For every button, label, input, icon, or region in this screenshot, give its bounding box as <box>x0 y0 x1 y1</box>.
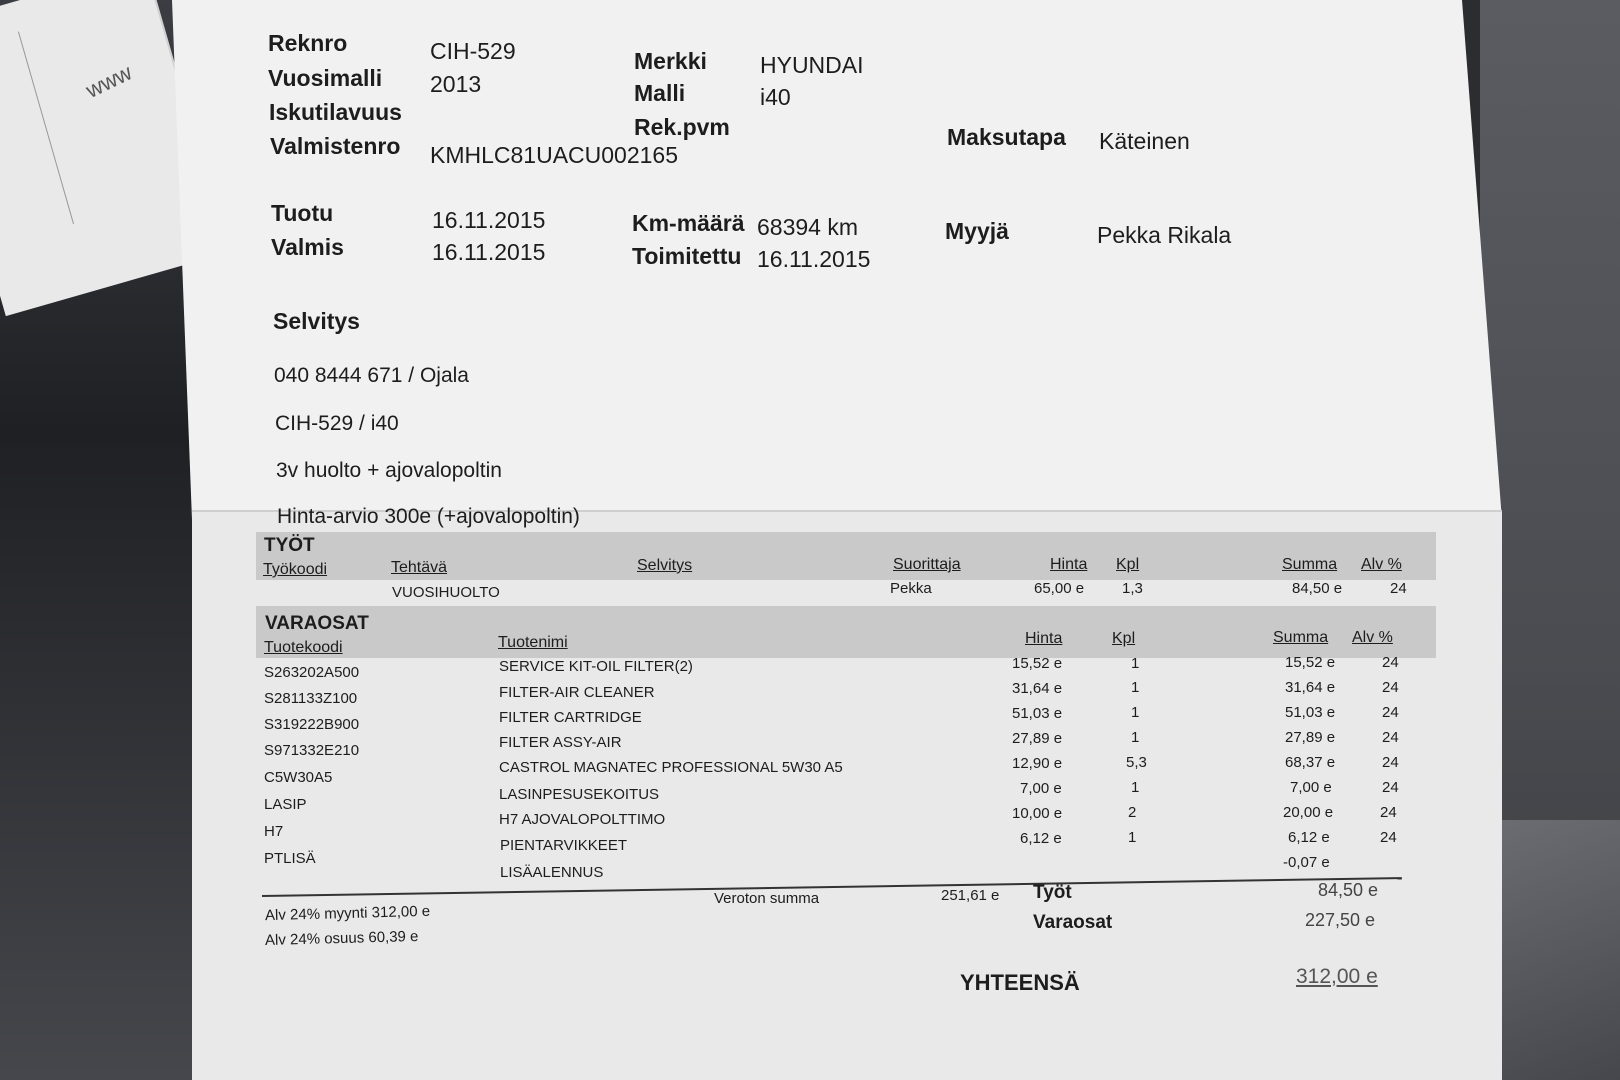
varaosat-row-hinta: 6,12 e <box>1020 830 1062 847</box>
merkki-label: Merkki <box>634 48 707 74</box>
varaosat-header-bar <box>256 606 1436 658</box>
varaosat-col-tuotekoodi: Tuotekoodi <box>264 639 343 656</box>
varaosat-col-tuotenimi: Tuotenimi <box>498 634 568 651</box>
selvitys-line: CIH-529 / i40 <box>275 412 399 435</box>
varaosat-row-nimi: PIENTARVIKKEET <box>500 837 627 854</box>
malli-value: i40 <box>760 84 791 110</box>
varaosat-row-summa: 68,37 e <box>1285 754 1336 771</box>
varaosat-row-koodi: S281133Z100 <box>264 690 358 707</box>
varaosat-row-hinta: 31,64 e <box>1012 680 1063 697</box>
varaosat-row-nimi: CASTROL MAGNATEC PROFESSIONAL 5W30 A5 <box>499 759 843 776</box>
selvitys-line: 3v huolto + ajovalopoltin <box>276 459 502 482</box>
tyot-row-tehtava: VUOSIHUOLTO <box>392 584 500 601</box>
tyot-col-summa: Summa <box>1282 556 1338 573</box>
vuosimalli-value: 2013 <box>430 71 482 97</box>
varaosat-row-hinta: 12,90 e <box>1012 755 1063 772</box>
varaosat-row-hinta: 27,89 e <box>1012 730 1063 747</box>
rekpvm-label: Rek.pvm <box>634 114 730 140</box>
tyot-col-hinta: Hinta <box>1050 556 1088 573</box>
varaosat-row-kpl: 1 <box>1131 655 1140 672</box>
tyot-col-alv: Alv % <box>1361 556 1402 573</box>
varaosat-row-kpl: 2 <box>1128 804 1137 821</box>
reknro-value: CIH-529 <box>430 38 516 64</box>
alv-osuus: Alv 24% osuus 60,39 e <box>264 927 419 950</box>
varaosat-row-koodi: H7 <box>264 823 284 840</box>
varaosat-row-koodi: S263202A500 <box>264 664 360 681</box>
varaosat-row-kpl: 1 <box>1131 729 1140 746</box>
receipt-paper-lower <box>192 512 1502 1080</box>
varaosat-row-summa: -0,07 e <box>1283 854 1330 871</box>
varaosat-row-koodi: LASIP <box>264 796 307 813</box>
tyot-row-suorittaja: Pekka <box>890 580 932 597</box>
reknro-label: Reknro <box>268 30 348 56</box>
tyot-col-tyokoodi: Työkoodi <box>263 561 328 578</box>
varaosat-row-summa: 31,64 e <box>1285 679 1336 696</box>
tyot-row-summa: 84,50 e <box>1292 580 1343 597</box>
varaosat-heading: VARAOSAT <box>265 613 369 634</box>
varaosat-row-alv: 24 <box>1382 654 1399 671</box>
varaosat-row-alv: 24 <box>1382 704 1399 721</box>
iskutilavuus-label: Iskutilavuus <box>269 99 402 125</box>
toimitettu-label: Toimitettu <box>632 243 742 269</box>
varaosat-row-summa: 27,89 e <box>1285 729 1336 746</box>
varaosat-row-hinta: 7,00 e <box>1020 780 1062 797</box>
varaosat-row-nimi: FILTER-AIR CLEANER <box>499 684 655 701</box>
valmis-label: Valmis <box>271 234 344 260</box>
varaosat-row-koodi: C5W30A5 <box>264 769 333 786</box>
yhteensa-label: YHTEENSÄ <box>960 970 1080 995</box>
valmistenro-value: KMHLC81UACU002165 <box>430 142 679 168</box>
alv-myynti: Alv 24% myynti 312,00 e <box>264 902 431 925</box>
valmistenro-label: Valmistenro <box>270 133 401 159</box>
km-value: 68394 km <box>757 214 859 240</box>
maksutapa-value: Käteinen <box>1099 128 1190 154</box>
sheet-line <box>0 32 74 244</box>
varaosat-row-nimi: FILTER ASSY-AIR <box>499 734 622 751</box>
toimitettu-value: 16.11.2015 <box>757 246 871 272</box>
varaosat-row-summa: 51,03 e <box>1285 704 1336 721</box>
varaosat-row-koodi: PTLISÄ <box>264 850 316 867</box>
varaosat-row-nimi: LISÄALENNUS <box>500 864 604 881</box>
varaosat-row-koodi: S971332E210 <box>264 742 360 759</box>
varaosat-row-koodi: S319222B900 <box>264 716 360 733</box>
varaosat-row-hinta: 10,00 e <box>1012 805 1063 822</box>
tyot-col-kpl: Kpl <box>1116 556 1140 573</box>
varaosat-col-summa: Summa <box>1273 629 1329 646</box>
varaosat-col-kpl: Kpl <box>1112 630 1136 647</box>
varaosat-row-kpl: 1 <box>1131 704 1140 721</box>
varaosat-row-alv: 24 <box>1382 729 1399 746</box>
varaosat-col-hinta: Hinta <box>1025 630 1063 647</box>
selvitys-line: 040 8444 671 / Ojala <box>274 364 469 387</box>
varaosat-row-nimi: H7 AJOVALOPOLTTIMO <box>499 811 666 828</box>
yhteensa-value: 312,00 e <box>1296 965 1378 988</box>
tuotu-value: 16.11.2015 <box>432 207 546 233</box>
veroton-value: 251,61 e <box>941 887 1000 904</box>
varaosat-row-kpl: 1 <box>1131 779 1140 796</box>
varaosat-row-alv: 24 <box>1380 804 1397 821</box>
varaosat-row-summa: 20,00 e <box>1283 804 1334 821</box>
varaosat-row-summa: 6,12 e <box>1288 829 1330 846</box>
tyot-total-value: 84,50 e <box>1318 880 1379 900</box>
varaosat-row-nimi: LASINPESUSEKOITUS <box>499 786 660 803</box>
varaosat-total-label: Varaosat <box>1033 912 1113 933</box>
varaosat-row-kpl: 5,3 <box>1126 754 1147 771</box>
varaosat-row-summa: 15,52 e <box>1285 654 1336 671</box>
varaosat-row-nimi: FILTER CARTRIDGE <box>499 709 642 726</box>
tyot-heading: TYÖT <box>264 535 315 556</box>
background-www-text: www <box>81 59 136 103</box>
veroton-label: Veroton summa <box>714 890 820 907</box>
tyot-row-kpl: 1,3 <box>1122 580 1143 597</box>
tyot-col-selvitys: Selvitys <box>637 557 693 574</box>
tyot-col-tehtava: Tehtävä <box>391 559 448 576</box>
myyja-label: Myyjä <box>945 218 1009 244</box>
varaosat-row-nimi: SERVICE KIT-OIL FILTER(2) <box>499 658 693 675</box>
vuosimalli-label: Vuosimalli <box>268 65 383 91</box>
tyot-col-suorittaja: Suorittaja <box>893 556 961 573</box>
tyot-total-label: Työt <box>1033 882 1072 903</box>
varaosat-row-alv: 24 <box>1382 779 1399 796</box>
varaosat-col-alv: Alv % <box>1352 629 1393 646</box>
varaosat-row-alv: 24 <box>1382 679 1399 696</box>
valmis-value: 16.11.2015 <box>432 239 546 265</box>
varaosat-total-value: 227,50 e <box>1305 910 1376 930</box>
km-label: Km-määrä <box>632 210 745 236</box>
maksutapa-label: Maksutapa <box>947 124 1066 150</box>
tuotu-label: Tuotu <box>271 200 334 226</box>
varaosat-row-kpl: 1 <box>1131 679 1140 696</box>
varaosat-row-hinta: 51,03 e <box>1012 705 1063 722</box>
tyot-row-hinta: 65,00 e <box>1034 580 1085 597</box>
varaosat-row-summa: 7,00 e <box>1290 779 1332 796</box>
merkki-value: HYUNDAI <box>760 52 864 78</box>
tyot-row-alv: 24 <box>1390 580 1407 597</box>
malli-label: Malli <box>634 80 686 106</box>
varaosat-row-alv: 24 <box>1380 829 1397 846</box>
varaosat-row-kpl: 1 <box>1128 829 1137 846</box>
varaosat-row-alv: 24 <box>1382 754 1399 771</box>
myyja-value: Pekka Rikala <box>1097 222 1232 248</box>
selvitys-line: Hinta-arvio 300e (+ajovalopoltin) <box>277 505 580 528</box>
varaosat-row-hinta: 15,52 e <box>1012 655 1063 672</box>
selvitys-heading: Selvitys <box>273 308 360 334</box>
